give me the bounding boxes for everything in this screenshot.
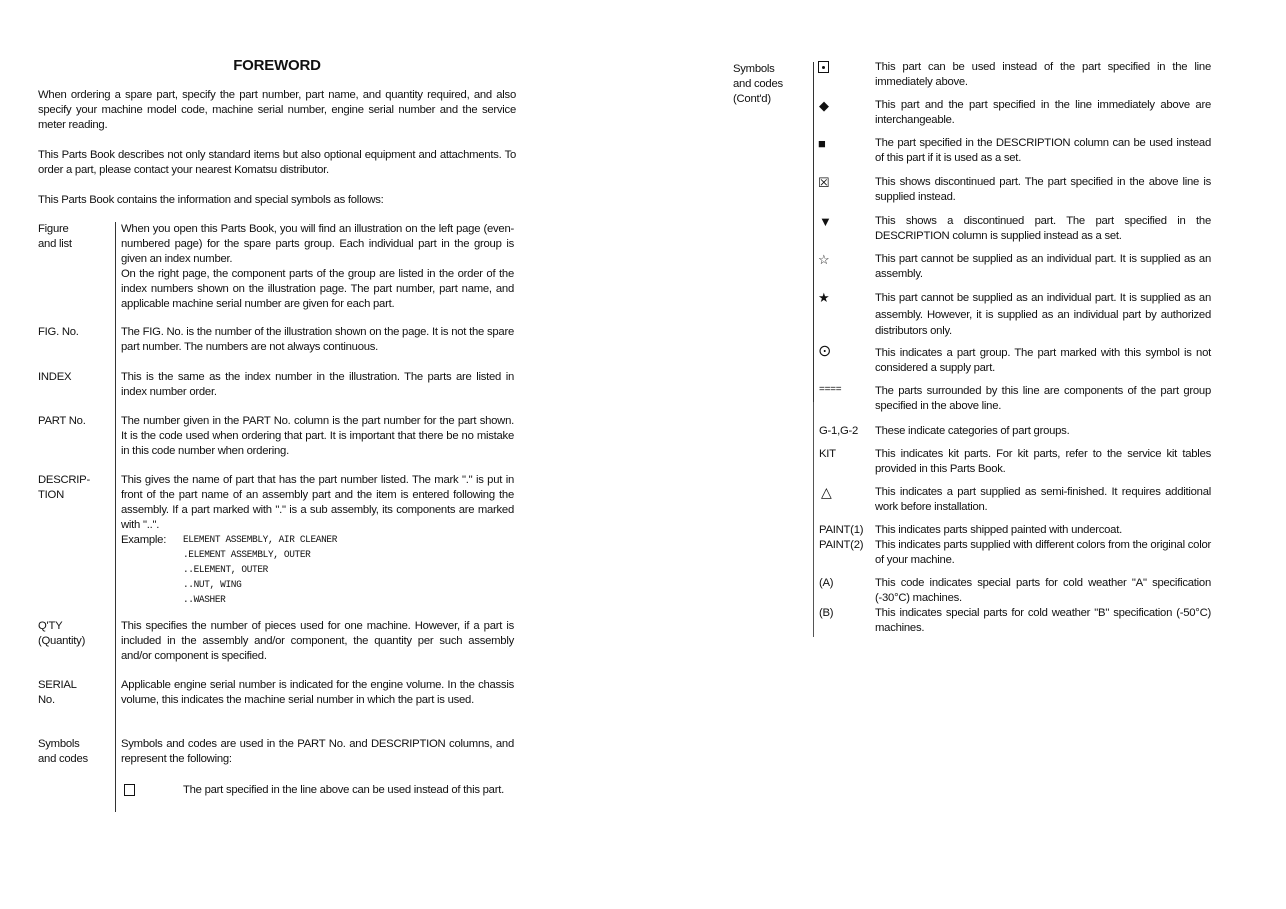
code-text: These indicate categories of part groups. [875,425,1070,437]
definition-text-part2: On the right page, the component parts of the group are listed in the order of the index numbers shown on the illustration page. The part number, part name, and applicable machine serial number are given for each part. [121,268,514,310]
empty-box-icon [124,784,135,801]
double-line-icon: ==== [819,384,842,395]
definition-term: PART No. [38,415,86,427]
example-line-5: ..WASHER [183,594,226,606]
code-label: PAINT(1) [819,524,864,536]
definition-text-body: This gives the name of part that has the part number listed. The mark "." is put in front of the part name of an assembly part and the item is entered following the assembly. If a part marked with "." is a sub assembly, its components are marked with "..". [121,474,514,531]
black-square-icon: ■ [818,136,826,151]
definition-term: Figure and list [38,223,72,250]
symbol-text: This part can be used instead of the part specified in the line immediately above. [875,61,1211,88]
intro-paragraph-3: This Parts Book contains the information and special symbols as follows: [38,194,384,206]
definition-text: The number given in the PART No. column is the part number for the part shown. It is the code used when ordering that part. It is important that there be no mistake in this code number when ordering. [121,415,514,457]
definition-term: Q'TY (Quantity) [38,620,86,647]
page-title: FOREWORD [233,57,321,74]
definition-text-part1: When you open this Parts Book, you will find an illustration on the left page (even-numbered page) for the spare parts group. Each individual part in the group is given an index number. [121,223,514,265]
circled-dot-icon: ⊙ [818,343,832,360]
right-page [733,0,1211,909]
black-star-icon: ★ [818,290,830,305]
example-line-2: .ELEMENT ASSEMBLY, OUTER [183,549,311,561]
left-page [38,0,516,909]
definition-text [121,473,514,608]
black-down-triangle-icon: ▼ [819,214,832,229]
code-label: (B) [819,607,834,619]
definition-text: This is the same as the index number in the illustration. The parts are listed in index number order. [121,371,514,398]
crossed-box-icon: ☒ [818,175,830,190]
code-text: This code indicates special parts for cold weather "A" specification (-30°C) machines. [875,577,1211,604]
code-text: This indicates a part supplied as semi-finished. It requires additional work before installation. [875,486,1211,513]
symbols-divider [813,62,814,402]
code-text: This indicates parts supplied with different colors from the original color of your machine. [875,539,1211,566]
symbol-text: The part specified in the line above can be used instead of this part. [183,784,504,796]
symbol-text: The parts surrounded by this line are components of the part group specified in the above line. [875,385,1211,412]
example-line-3: ..ELEMENT, OUTER [183,564,268,576]
definition-term: INDEX [38,371,72,383]
codes-divider [813,402,814,637]
black-diamond-icon: ◆ [819,98,829,113]
dotted-box-icon [818,61,864,76]
definition-text [121,222,514,312]
code-label: PAINT(2) [819,539,864,551]
definition-term: DESCRIP- TION [38,474,90,501]
example-line-4: ..NUT, WING [183,579,242,591]
code-label: G-1,G-2 [819,425,859,437]
definition-text: This specifies the number of pieces used for one machine. However, if a part is included in the assembly and/or component, the quantity per such assembly and/or component is specified. [121,620,514,662]
example-line-1: ELEMENT ASSEMBLY, AIR CLEANER [183,534,338,546]
intro-paragraph-2: This Parts Book describes not only standard items but also optional equipment and attachments. To order a part, please contact your nearest Komatsu distributor. [38,149,516,176]
code-text: This indicates special parts for cold weather "B" specification (-50°C) machines. [875,607,1211,634]
symbols-contd-heading: Symbols and codes (Cont'd) [733,63,783,105]
white-triangle-icon: △ [821,484,832,500]
definition-term: Symbols and codes [38,738,88,765]
example-block [121,533,514,548]
symbol-text: This part cannot be supplied as an individual part. It is supplied as an assembly. [875,253,1211,280]
symbol-text: This part cannot be supplied as an individual part. It is supplied as an assembly. However, it is supplied as an individual part by authorized distributors only. [875,292,1211,337]
definition-text: Symbols and codes are used in the PART No. and DESCRIPTION columns, and represent the following: [121,738,514,765]
symbol-text: This part and the part specified in the line immediately above are interchangeable. [875,99,1211,126]
definition-divider [115,222,116,812]
code-text: This indicates parts shipped painted with undercoat. [875,524,1122,536]
definition-term: FIG. No. [38,326,79,338]
code-label: (A) [819,577,834,589]
symbol-text: This shows a discontinued part. The part specified in the DESCRIPTION column is supplied instead as a set. [875,215,1211,242]
example-label: Example: [121,534,167,546]
definition-text: Applicable engine serial number is indicated for the engine volume. In the chassis volume, this indicates the machine serial number in which the part is used. [121,679,514,706]
code-label: KIT [819,448,836,460]
symbol-text: The part specified in the DESCRIPTION column can be used instead of this part if it is used as a set. [875,137,1211,164]
white-star-icon: ☆ [818,252,830,267]
code-text: This indicates kit parts. For kit parts, refer to the service kit tables provided in this Parts Book. [875,448,1211,475]
symbol-text: This shows discontinued part. The part specified in the above line is supplied instead. [875,176,1211,203]
definition-text: The FIG. No. is the number of the illustration shown on the page. It is not the spare part number. The numbers are not always continuous. [121,326,514,353]
intro-paragraph-1: When ordering a spare part, specify the part number, part name, and quantity required, and also specify your machine model code, machine serial number, engine serial number and the service meter reading. [38,89,516,131]
definition-term: SERIAL No. [38,679,77,706]
symbol-text: This indicates a part group. The part marked with this symbol is not considered a supply part. [875,347,1211,374]
